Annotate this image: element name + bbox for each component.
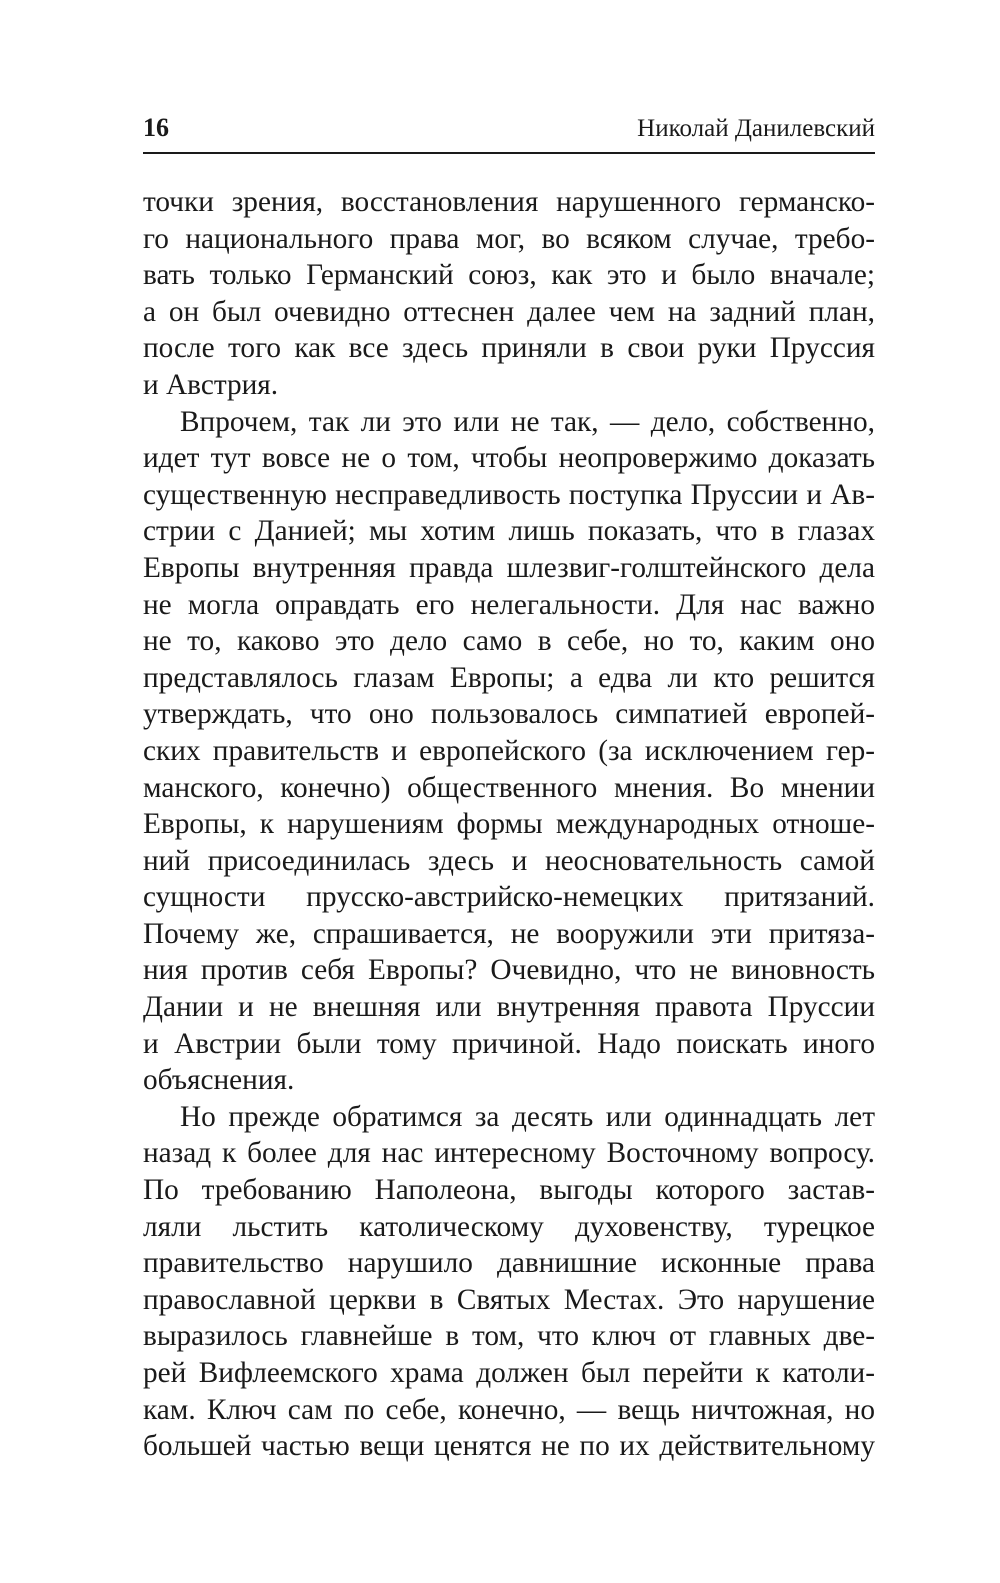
text-line: кам. Ключ сам по себе, конечно, — вещь ничтожная, но <box>143 1393 875 1426</box>
text-line: объяснения. <box>143 1064 295 1097</box>
body-text <box>143 184 875 1465</box>
text-line: вать только Германский союз, как это и было вначале; <box>143 259 875 292</box>
text-line: Европы, к нарушениям формы международных отноше- <box>143 808 875 841</box>
text-line: манского, конечно) общественного мнения. Во мнении <box>143 771 875 804</box>
text-line: точки зрения, восстановления нарушенного германско- <box>143 186 875 218</box>
text-line: после того как все здесь приняли в свои руки Пруссия <box>143 332 875 365</box>
text-line: назад к более для нас интересному Восточному вопросу. <box>143 1137 875 1170</box>
paragraph <box>143 184 875 404</box>
running-head-author: Николай Данилевский <box>637 115 875 142</box>
text-line: рей Вифлеемского храма должен был перейти к католи- <box>143 1357 875 1389</box>
text-line: православной церкви в Святых Местах. Это нарушение <box>143 1283 875 1316</box>
text-line: правительство нарушило давнишние исконные права <box>143 1247 875 1280</box>
text-line: выразилось главнейше в том, что ключ от главных две- <box>143 1320 875 1353</box>
text-line: Дании и не внешняя или внутренняя правота Пруссии <box>143 991 875 1024</box>
text-line: не то, каково это дело само в себе, но то, каким оно <box>143 625 875 658</box>
text-line: большей частью вещи ценятся не по их действительному <box>143 1430 875 1463</box>
text-line: ний присоединилась здесь и неосновательность самой <box>143 844 875 877</box>
text-line: Европы внутренняя правда шлезвиг-голштейнского дела <box>143 551 875 584</box>
page-number: 16 <box>143 113 169 142</box>
text-line: Почему же, спрашивается, не вооружили эти притяза- <box>143 917 875 950</box>
text-line: го национального права мог, во всяком случае, требо- <box>143 222 875 255</box>
text-line: не могла оправдать его нелегальности. Для нас важно <box>143 588 875 621</box>
text-line: ния против себя Европы? Очевидно, что не виновность <box>143 954 875 987</box>
running-head <box>143 110 875 154</box>
text-line: По требованию Наполеона, выгоды которого застав- <box>143 1174 875 1207</box>
text-line: существенную несправедливость поступка Пруссии и Ав- <box>143 478 875 511</box>
text-line: представлялось глазам Европы; а едва ли кто решится <box>143 661 875 694</box>
text-line: ляли льстить католическому духовенству, турецкое <box>143 1210 875 1243</box>
text-line: и Австрия. <box>143 368 279 401</box>
text-line: утверждать, что оно пользовалось симпатией европей- <box>143 698 875 731</box>
text-line: идет тут вовсе не о том, чтобы неопровержимо доказать <box>143 442 875 475</box>
text-line: а он был очевидно оттеснен далее чем на задний план, <box>143 295 875 328</box>
book-page <box>143 110 875 1465</box>
text-line: Но прежде обратимся за десять или одиннадцать лет <box>180 1100 875 1133</box>
text-line: сущности прусско-австрийско-немецких притязаний. <box>143 881 875 914</box>
text-line: и Австрии были тому причиной. Надо поискать иного <box>143 1027 875 1060</box>
text-line: ских правительств и европейского (за исключением гер- <box>143 734 875 767</box>
text-line: стрии с Данией; мы хотим лишь показать, что в глазах <box>143 515 875 548</box>
text-line: Впрочем, так ли это или не так, — дело, собственно, <box>180 405 875 438</box>
paragraph <box>143 1099 875 1465</box>
paragraph <box>143 404 875 1099</box>
